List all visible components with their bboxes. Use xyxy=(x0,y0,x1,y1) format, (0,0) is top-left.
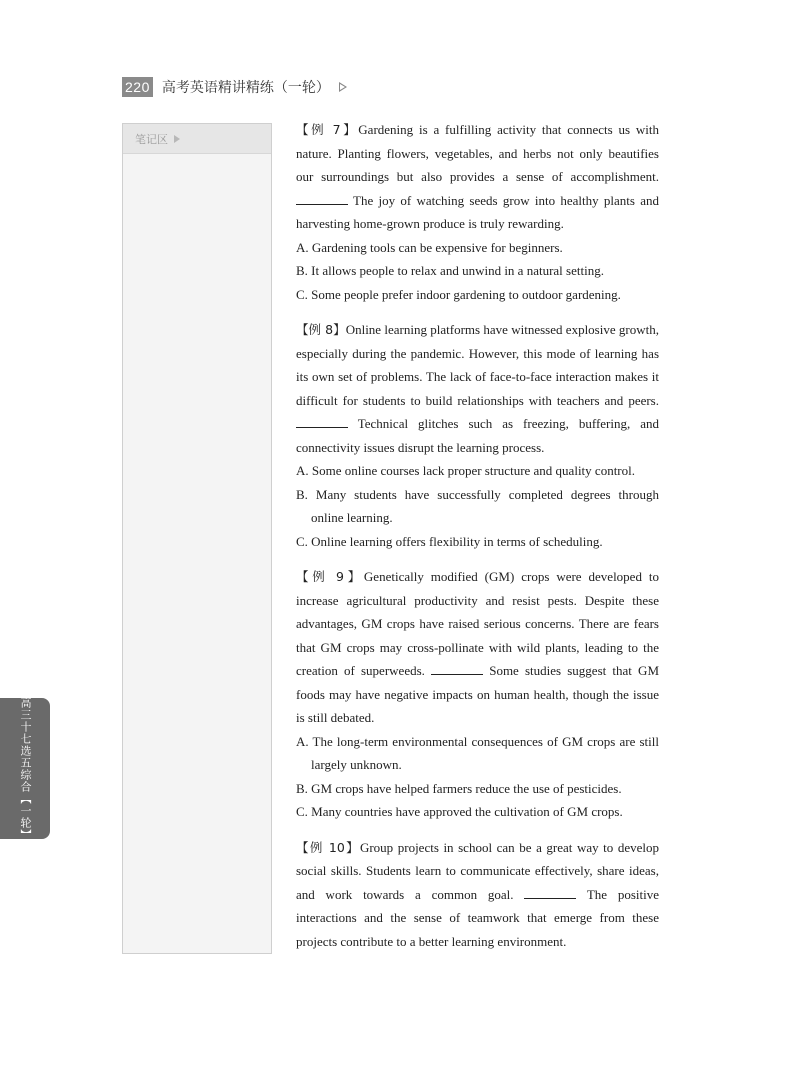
page-number: 220 xyxy=(122,77,153,97)
example-9 xyxy=(296,565,659,824)
triangle-right-icon xyxy=(174,135,180,143)
page-header xyxy=(122,76,347,98)
example-tag: 【例 7】 xyxy=(296,122,359,137)
option-a: A. Gardening tools can be expensive for beginners. xyxy=(296,239,563,255)
option-b: B. It allows people to relax and unwind in a natural setting. xyxy=(296,263,604,278)
book-title: 高考英语精讲精练（一轮） xyxy=(161,80,330,96)
passage-text: The positive interactions and the sense of teamwork that emerge from these projects contribute to a better learning environment. xyxy=(296,886,659,949)
passage-text: Genetically modified (GM) crops were developed to increase agricultural productivity and resist pests. Despite these advantages, GM crops have raised serious concerns. There are fears that GM crops may cross-pollinate with wild plants, leading to the creation of superweeds. xyxy=(296,569,660,678)
side-tab-text: 高三十七选五综合【一轮】 xyxy=(19,696,32,841)
exercise-content xyxy=(296,118,659,953)
passage-text: Online learning platforms have witnessed explosive growth, especially during the pandemic. However, this mode of learning has its own set of problems. The lack of face-to-face interaction makes it difficult for students to build relationships with teachers and peers. xyxy=(296,322,659,408)
side-tab xyxy=(0,698,50,839)
triangle-right-icon xyxy=(339,82,347,92)
passage-text: Technical glitches such as freezing, buffering, and connectivity issues disrupt the learning process. xyxy=(296,416,659,455)
example-tag: 【例 10】 xyxy=(296,839,360,855)
example-tag: 【例 8】 xyxy=(296,322,346,337)
example-passage xyxy=(296,565,659,730)
example-passage xyxy=(296,318,659,459)
passage-text: Gardening is a fulfilling activity that connects us with nature. Planting flowers, vegetables, and herbs not only beautifies our surroundings but also provides a sense of accomplishment. xyxy=(296,122,659,184)
example-passage xyxy=(296,836,659,954)
example-7 xyxy=(296,118,659,306)
answer-blank xyxy=(296,416,348,428)
passage-text: Group projects in school can be a great way to develop social skills. Students learn to communicate effectively, share ideas, and work towards a common goal. xyxy=(296,839,659,902)
option-b: B. GM crops have helped farmers reduce the use of pesticides. xyxy=(296,780,622,796)
notes-area xyxy=(122,123,272,954)
answer-blank xyxy=(296,193,348,205)
option-c: C. Many countries have approved the cultivation of GM crops. xyxy=(296,804,623,819)
option-b: B. Many students have successfully completed degrees through online learning. xyxy=(296,486,659,525)
example-passage xyxy=(296,118,659,236)
option-a: A. Some online courses lack proper structure and quality control. xyxy=(296,463,635,478)
option-c: C. Some people prefer indoor gardening to outdoor gardening. xyxy=(296,286,621,302)
passage-text: Some studies suggest that GM foods may have negative impacts on human health, though the issue is still debated. xyxy=(296,663,659,725)
answer-blank xyxy=(524,887,576,899)
answer-blank xyxy=(431,663,483,675)
passage-text: The joy of watching seeds grow into healthy plants and harvesting home-grown produce is truly rewarding. xyxy=(296,192,659,231)
notes-label: 笔记区 xyxy=(135,132,168,146)
notes-header xyxy=(123,124,271,154)
option-c: C. Online learning offers flexibility in terms of scheduling. xyxy=(296,533,603,549)
option-a: A. The long-term environmental consequences of GM crops are still largely unknown. xyxy=(296,733,659,772)
example-tag: 【例 9】 xyxy=(296,569,364,584)
example-8 xyxy=(296,318,659,553)
example-10 xyxy=(296,836,659,954)
